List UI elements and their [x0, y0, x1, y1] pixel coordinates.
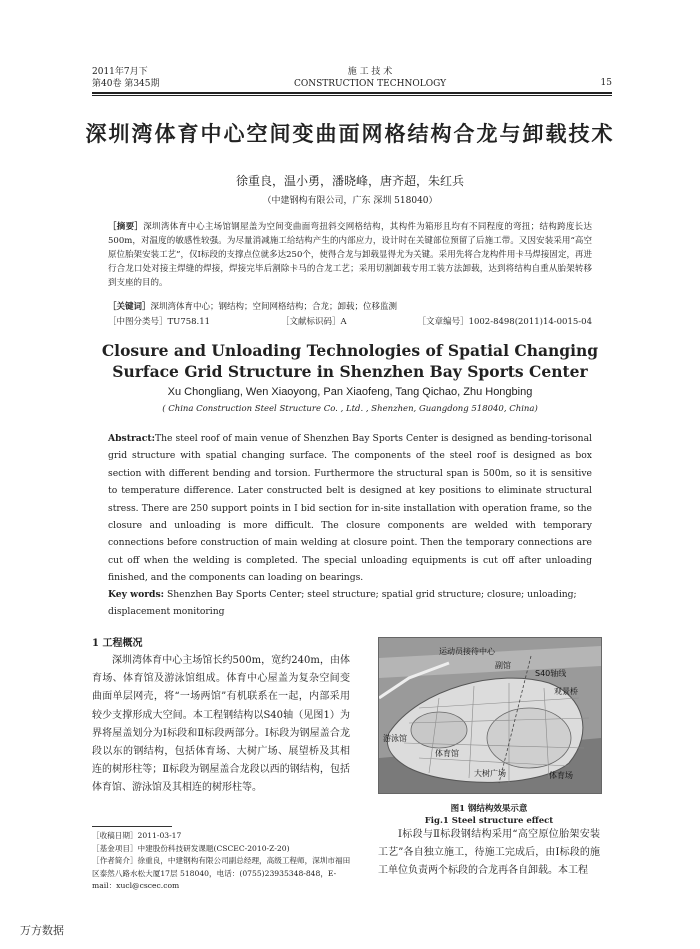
- keywords-cn-text: 深圳湾体育中心；钢结构；空间网格结构；合龙；卸载；位移监测: [150, 302, 398, 312]
- figure-label: S40轴线: [535, 669, 567, 678]
- authors-en: Xu Chongliang, Wen Xiaoyong, Pan Xiaofeng, Tang Qichao, Zhu Hongbing: [167, 386, 533, 398]
- page-number: 15: [600, 78, 612, 88]
- footnote-rule: [92, 826, 172, 827]
- body-text-left: [92, 652, 350, 798]
- figure-label: 副馆: [495, 661, 511, 670]
- footnote-author: ［作者简介］徐重良，中建钢构有限公司副总经理，高级工程师，深圳市福田区泰然八路水松大厦17层 518040，电话：(0755)23935348-848，E-mail：xucl@cscec.com: [92, 856, 351, 890]
- document-code: ［文献标识码］A: [281, 317, 347, 327]
- journal-name-cn: 施 工 技 术: [347, 67, 393, 77]
- figure-label: 大树广场: [474, 769, 506, 778]
- affiliation-en: ( China Construction Steel Structure Co. , Ltd. , Shenzhen, Guangdong 518040, China): [162, 404, 538, 414]
- abstract-cn: [108, 220, 592, 290]
- figure-label: 体育馆: [435, 749, 459, 758]
- classification-row: [108, 315, 592, 329]
- figure-steel-structure: [378, 637, 602, 794]
- header-date-volume: [92, 66, 160, 90]
- keywords-en-label: Key words:: [108, 589, 165, 600]
- wanfang-watermark: 万方数据: [20, 924, 64, 937]
- body-paragraph: 深圳湾体育中心主场馆长约500m，宽约240m，由体育场、体育馆及游泳馆组成。体育中心屋盖为复杂空间变曲面单层网壳，将“一场两馆”有机联系在一起，内部采用较少支撑形成大空间。本工程钢结构以S40轴（见图1）为界将屋盖划分为Ⅰ标段和Ⅱ标段两部分。Ⅰ标段为钢屋盖合龙段以东的钢结构，包括体育场、大树广场、展望桥及其相连的树形柱等；Ⅱ标段为钢屋盖合龙段以西的钢结构，包括体育馆、游泳馆及其相连的树形柱等。: [92, 655, 350, 794]
- header-rule: [92, 92, 612, 94]
- article-number: ［文章编号］1002-8498(2011)14-0015-04: [417, 317, 592, 327]
- keywords-cn-label: ［关键词］: [108, 302, 151, 312]
- header-journal: [280, 66, 460, 90]
- journal-name-en: CONSTRUCTION TECHNOLOGY: [293, 79, 447, 89]
- abstract-cn-label: ［摘要］: [108, 222, 144, 232]
- abstract-en: [108, 430, 592, 587]
- section-heading: 1 工程概况: [92, 638, 143, 649]
- header-volume: 第40卷 第345期: [92, 79, 160, 89]
- affiliation-cn: （中建钢构有限公司，广东 深圳 518040）: [262, 196, 438, 206]
- figure-label: 体育场: [549, 771, 573, 780]
- clc-number: ［中图分类号］TU758.11: [108, 317, 211, 327]
- paper-title-en: Closure and Unloading Technologies of Spatial Changing Surface Grid Structure in Shenzhen Bay Sports Center: [101, 341, 599, 381]
- figure-label: 观景桥: [554, 687, 578, 696]
- keywords-en: [108, 586, 592, 621]
- keywords-en-text: Shenzhen Bay Sports Center; steel structure; spatial grid structure; closure; unloading; displacement monitoring: [108, 589, 577, 618]
- authors-cn: 徐重良，温小勇，潘晓峰，唐齐超，朱红兵: [235, 174, 464, 188]
- footnotes: [92, 830, 354, 893]
- abstract-en-label: Abstract:: [108, 433, 155, 444]
- footnote-fund: ［基金项目］中建股份科技研发课题(CSCEC-2010-Z-20): [92, 843, 290, 853]
- figure-caption-en: Fig.1 Steel structure effect: [424, 816, 554, 826]
- figure-label: 运动员接待中心: [439, 647, 495, 656]
- paper-title-cn: 深圳湾体育中心空间变曲面网格结构合龙与卸载技术: [85, 121, 615, 146]
- header-date: 2011年7月下: [92, 67, 148, 77]
- abstract-en-text: The steel roof of main venue of Shenzhen Bay Sports Center is designed as bending-torisonal grid structure with spatial changing surface. The components of the steel roof is designed as box section with different bending and torsion. Furthermore the structural span is 500m, so it is sensitive to temperature difference. Later constructed belt is designed at key positions to eliminate structural stress. There are 250 support points in I bid section for in-site installation with operation frame, so the closure and unloading is more difficult. The closure components are welded with temporary connections before construction of main welding at closure point. Then the temporary connections are cut off when the welding is completed. The special unloading equipments is cut off after unloading finished, and the components can loading on bearings.: [108, 433, 592, 584]
- header-rule-thin: [92, 95, 612, 96]
- body-text-right: [378, 826, 600, 881]
- keywords-cn: [108, 300, 592, 314]
- figure-caption-cn: 图1 钢结构效果示意: [450, 804, 528, 814]
- footnote-received: ［收稿日期］2011-03-17: [92, 831, 182, 840]
- abstract-cn-text: 深圳湾体育中心主场馆钢屋盖为空间变曲面弯扭斜交网格结构，其构件为箱形且均有不同程度的弯扭；结构跨度长达500m，对温度的敏感性较强。为尽量消减施工给结构产生的内部应力，设计时在关键部位预留了后施工带。又因安装采用“高空原位胎架安装工艺”，仅Ⅰ标段的支撑点位就多达250个，使得合龙与卸载显得尤为关键。采用先将合龙构件用卡马焊接固定，再进行合龙口处对接主焊缝的焊接，焊接完毕后割除卡马的合龙工艺；采用切割卸载专用工装方法卸载，达到将结构自重从胎架转移到支座的目的。: [108, 222, 592, 288]
- body-paragraph: Ⅰ标段与Ⅱ标段钢结构采用“高空原位胎架安装工艺”各自独立施工，待施工完成后，由Ⅰ标段的施工单位负责两个标段的合龙再各自卸载。本工程: [378, 829, 600, 877]
- figure-label: 游泳馆: [383, 734, 407, 743]
